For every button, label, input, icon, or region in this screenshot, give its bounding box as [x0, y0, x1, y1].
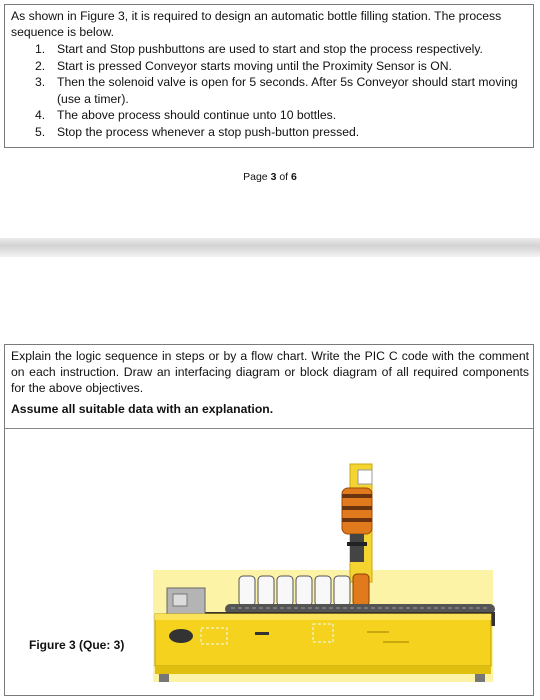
figure-label: Figure 3 (Que: 3): [29, 638, 125, 652]
step-text: Start is pressed Conveyor starts moving until the Proximity Sensor is ON.: [57, 58, 452, 73]
list-item: [5, 58, 530, 75]
step-number: 1.: [35, 42, 46, 56]
task-separator: [5, 428, 533, 429]
page-number: Page 3 of 6: [243, 171, 297, 183]
task-instructions: Explain the logic sequence in steps or by a flow chart. Write the PIC C code with the comment on each instruction. Draw an interfacing diagram or block diagram of all required components for the above objectives.: [11, 349, 529, 395]
bottles-on-conveyor: [239, 574, 369, 606]
step-number: 5.: [35, 124, 46, 139]
solenoid-valve: [350, 534, 364, 562]
question-intro: As shown in Figure 3, it is required to design an automatic bottle filling station. The process sequence is below.: [11, 9, 502, 39]
list-item: [5, 124, 530, 141]
list-item: [5, 41, 530, 58]
current-page: 3: [270, 171, 277, 183]
question-box: [4, 4, 534, 148]
step-number: 4.: [35, 108, 46, 122]
task-assumption: Assume all suitable data with an explanation.: [11, 402, 274, 416]
step-number: 3.: [35, 75, 46, 89]
start-stop-button-icon: [169, 629, 193, 643]
step-text: Stop the process whenever a stop push-button pressed.: [57, 124, 360, 139]
list-item: [5, 107, 530, 124]
step-text: Then the solenoid valve is open for 5 seconds. After 5s Conveyor should start moving (use a timer).: [57, 75, 518, 106]
step-number: 2.: [35, 58, 46, 73]
step-text: The above process should continue unto 10 bottles.: [57, 108, 337, 122]
machine-body: [155, 614, 491, 666]
process-steps-list: [5, 41, 530, 140]
page-break-divider: [0, 238, 540, 257]
total-pages: 6: [291, 171, 297, 183]
list-item: [5, 74, 530, 107]
bottle-filling-machine-illustration: [145, 460, 500, 684]
step-text: Start and Stop pushbuttons are used to start and stop the process respectively.: [57, 42, 483, 56]
